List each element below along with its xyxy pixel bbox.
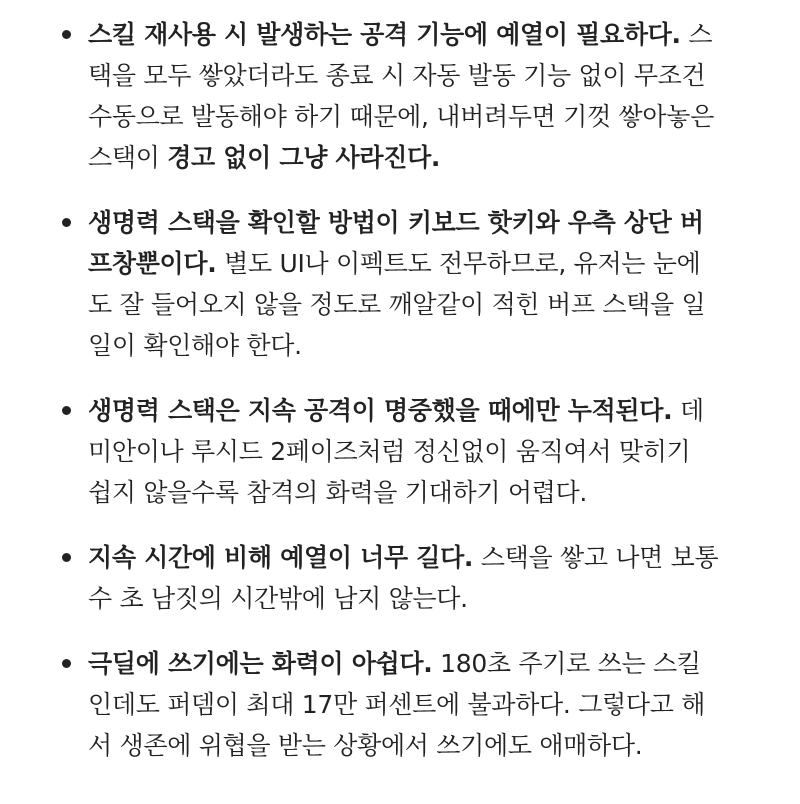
body-text: 서 생존에 위협을 받는 상황에서 쓰기에도 애매하다.: [88, 731, 643, 760]
bold-text: 경고 없이 그냥 사라진다.: [167, 143, 441, 172]
text-line: [88, 643, 778, 684]
text-line: [88, 325, 778, 366]
body-text: 수동으로 발동해야 하기 때문에, 내버려두면 기껏 쌓아놓은: [88, 102, 714, 131]
text-line: [88, 390, 778, 431]
text-line: [88, 284, 778, 325]
body-text: 스택이: [88, 143, 168, 172]
text-line: [88, 578, 778, 619]
list-item: [88, 390, 778, 513]
body-text: 수 초 남짓의 시간밖에 남지 않는다.: [88, 584, 468, 613]
text-line: [88, 472, 778, 513]
bold-text: 생명력 스택은 지속 공격이 명중했을 때에만 누적된다.: [88, 396, 673, 425]
body-text: 스: [680, 20, 713, 49]
bullet-list: [88, 14, 778, 790]
text-line: [88, 55, 778, 96]
body-text: 쉽지 않을수록 참격의 화력을 기대하기 어렵다.: [88, 478, 588, 507]
text-line: [88, 537, 778, 578]
body-text: 별도 UI나 이펙트도 전무하므로, 유저는 눈에: [216, 249, 701, 278]
body-text: 도 잘 들어오지 않을 정도로 깨알같이 적힌 버프 스택을 일: [88, 290, 706, 319]
list-item: [88, 202, 778, 366]
text-line: [88, 96, 778, 137]
body-text: 택을 모두 쌓았더라도 종료 시 자동 발동 기능 없이 무조건: [88, 61, 706, 90]
text-line: [88, 14, 778, 55]
body-text: 인데도 퍼뎀이 최대 17만 퍼센트에 불과하다. 그렇다고 해: [88, 690, 706, 719]
text-line: [88, 202, 778, 243]
bold-text: 지속 시간에 비해 예열이 너무 길다.: [88, 543, 474, 572]
text-line: [88, 431, 778, 472]
body-text: 일이 확인해야 한다.: [88, 331, 302, 360]
text-line: [88, 137, 778, 178]
list-item: [88, 14, 778, 178]
body-text: 미안이나 루시드 2페이즈처럼 정신없이 움직여서 맞히기: [88, 437, 691, 466]
text-line: [88, 725, 778, 766]
text-line: [88, 684, 778, 725]
bold-text: 프창뿐이다.: [88, 249, 217, 278]
bold-text: 생명력 스택을 확인할 방법이 키보드 핫키와 우측 상단 버: [88, 208, 704, 237]
list-item: [88, 643, 778, 766]
list-item: [88, 537, 778, 619]
body-text: 스택을 쌓고 나면 보통: [473, 543, 719, 572]
bold-text: 스킬 재사용 시 발생하는 공격 기능에 예열이 필요하다.: [88, 20, 681, 49]
body-text: 데: [672, 396, 704, 425]
body-text: 180초 주기로 쓰는 스킬: [432, 649, 701, 678]
text-line: [88, 243, 778, 284]
bold-text: 극딜에 쓰기에는 화력이 아쉽다.: [88, 649, 433, 678]
